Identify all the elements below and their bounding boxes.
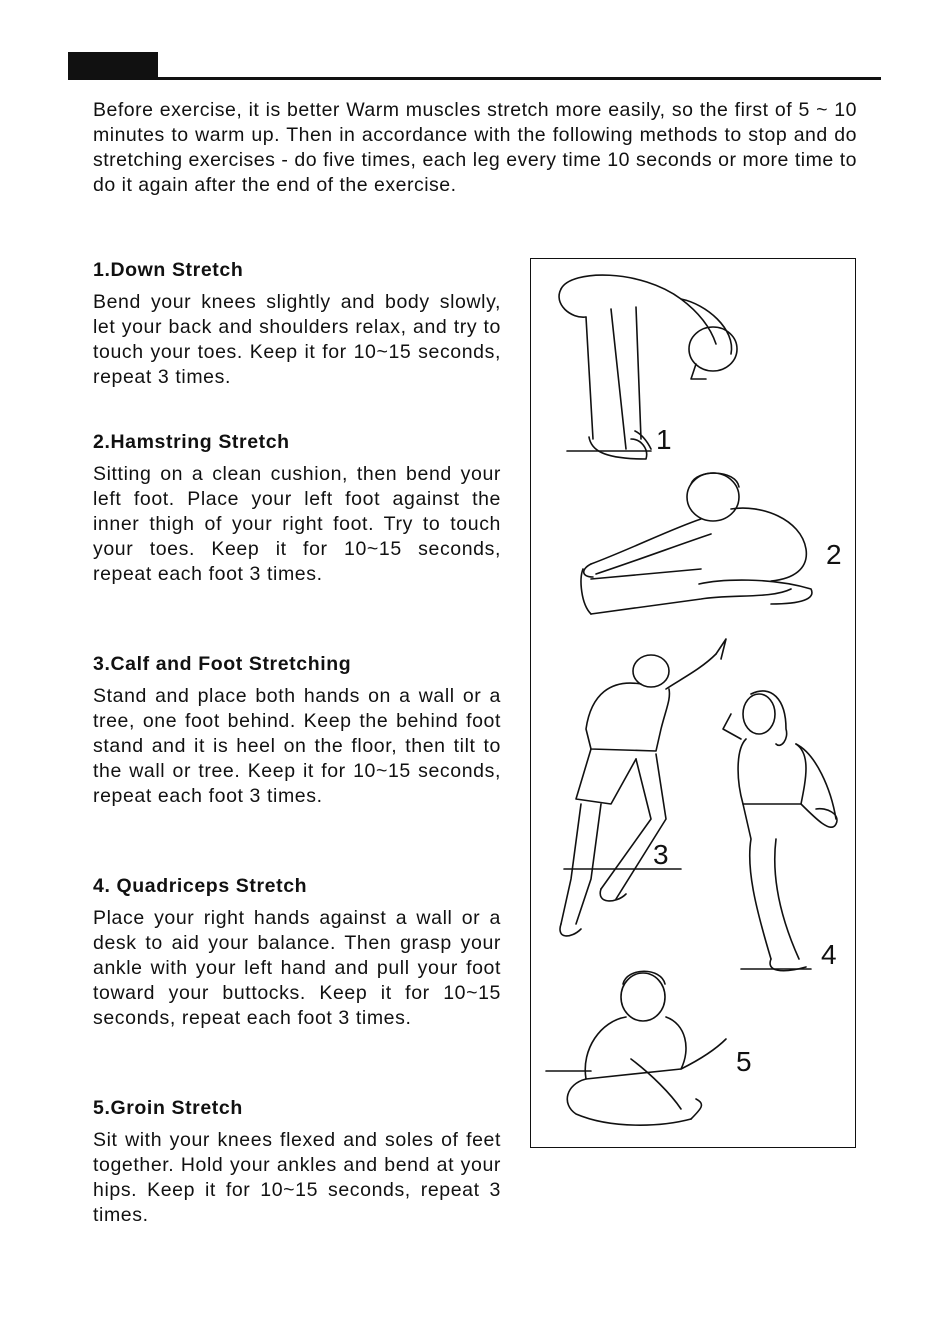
section-quadriceps-stretch — [93, 874, 501, 1031]
section-title: 4. Quadriceps Stretch — [93, 875, 308, 897]
figure-calf-stretch — [560, 639, 726, 936]
section-title: 3.Calf and Foot Stretching — [93, 653, 352, 675]
header-rule — [68, 77, 881, 80]
figure-label-1: 1 — [656, 424, 672, 455]
section-groin-stretch — [93, 1096, 501, 1228]
figure-groin-stretch — [546, 971, 726, 1125]
section-title: 1.Down Stretch — [93, 259, 244, 281]
figure-label-3: 3 — [653, 839, 669, 870]
section-title: 2.Hamstring Stretch — [93, 431, 290, 453]
figure-label-2: 2 — [826, 539, 842, 570]
section-body: Sitting on a clean cushion, then bend your left foot. Place your left foot against the inner thigh of your right foot. Try to touch your toes. Keep it for 10~15 seconds, repeat each foot 3 times. — [93, 463, 501, 585]
header-tab-block — [68, 52, 158, 80]
section-body: Stand and place both hands on a wall or a tree, one foot behind. Keep the behind foot stand and it is heel on the floor, then tilt to the wall or tree. Keep it for 10~15 seconds, repeat each foot 3 times. — [93, 685, 501, 807]
figure-down-stretch — [559, 275, 737, 459]
illustration-panel — [530, 258, 856, 1148]
section-body: Sit with your knees flexed and soles of feet together. Hold your ankles and bend at your hips. Keep it for 10~15 seconds, repeat 3 times. — [93, 1129, 501, 1226]
figure-label-4: 4 — [821, 939, 837, 970]
intro-paragraph: Before exercise, it is better Warm muscles stretch more easily, so the first of 5 ~ 10 minutes to warm up. Then in accordance with the following methods to stop and do stretching exercises - do five times, each leg every time 10 seconds or more time to do it again after the end of the exercise. — [93, 99, 857, 196]
section-calf-foot-stretching — [93, 652, 501, 809]
figure-hamstring-stretch — [581, 473, 812, 614]
section-body: Bend your knees slightly and body slowly, let your back and shoulders relax, and try to touch your toes. Keep it for 10~15 seconds, repeat 3 times. — [93, 291, 501, 388]
figure-quadriceps-stretch — [723, 691, 837, 971]
figure-label-5: 5 — [736, 1046, 752, 1077]
section-title: 5.Groin Stretch — [93, 1097, 243, 1119]
section-hamstring-stretch — [93, 430, 501, 587]
stretch-illustrations — [531, 259, 857, 1149]
section-body: Place your right hands against a wall or a desk to aid your balance. Then grasp your ankle with your left hand and pull your foot toward your buttocks. Keep it for 10~15 seconds, repeat each foot 3 times. — [93, 907, 501, 1029]
section-down-stretch — [93, 258, 501, 390]
